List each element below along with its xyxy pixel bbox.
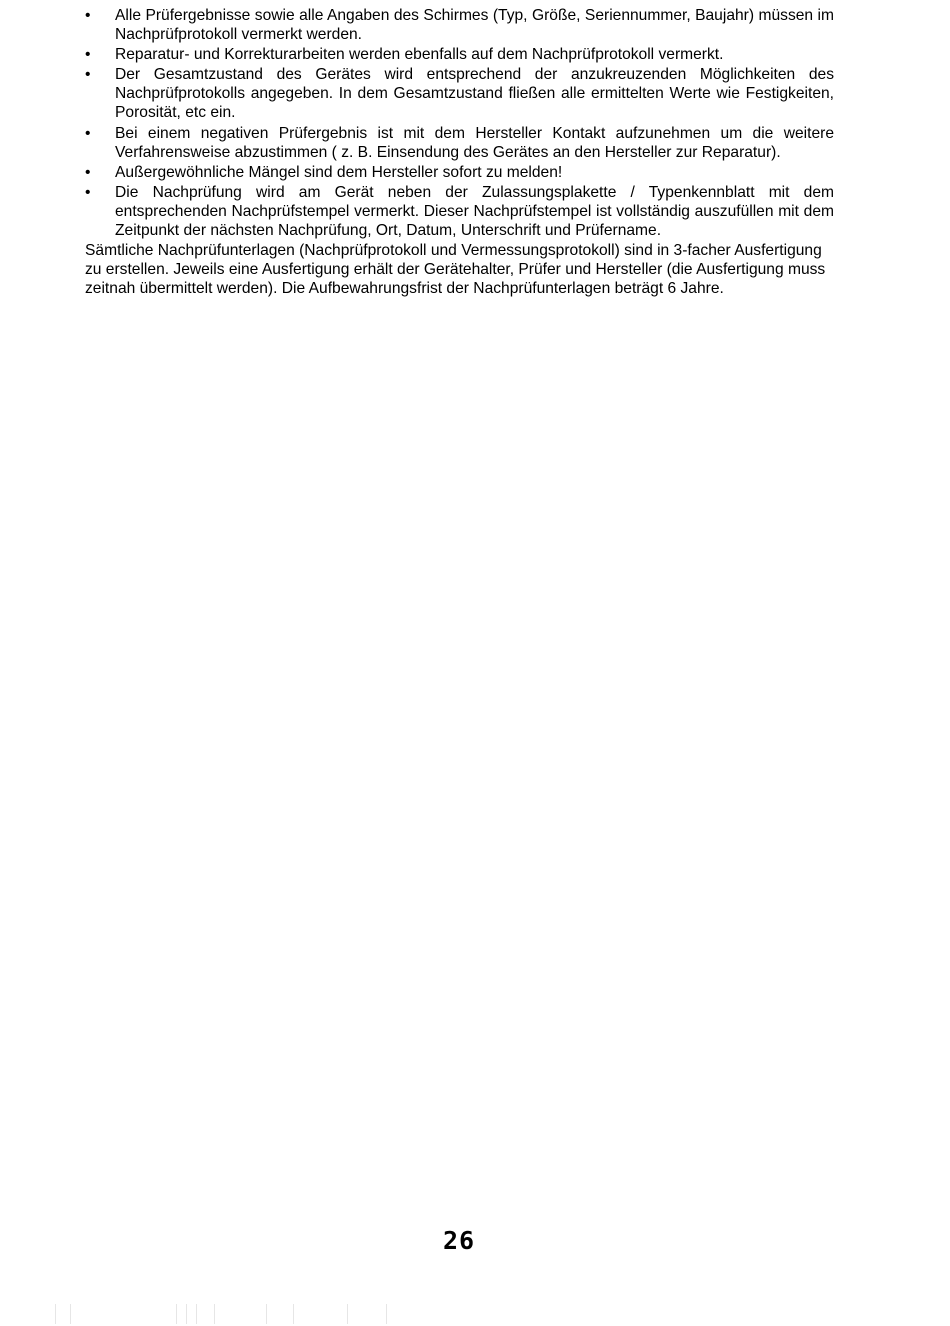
closing-paragraph: Sämtliche Nachprüfunterlagen (Nachprüfprotokoll und Vermessungsprotokoll) sind in 3-facher Ausfertigung zu erstellen. Jeweils eine Ausfertigung erhält der Gerätehalter, Prüfer und Hersteller (die Ausfertigung muss zeitnah übermittelt werden). Die Aufbewahrungsfrist der Nachprüfunterlagen beträgt 6 Jahre. (85, 242, 826, 298)
scan-mark (176, 1304, 177, 1324)
bullet-text: Der Gesamtzustand des Gerätes wird entsprechend der anzukreuzenden Möglichkeiten des Nachprüfprotokolls angegeben. In dem Gesamtzustand fließen alle ermittelten Werte wie Festigkeiten, Porosität, etc ein. (115, 66, 834, 122)
bullet-text: Die Nachprüfung wird am Gerät neben der Zulassungsplakette / Typenkennblatt mit dem entsprechenden Nachprüfstempel vermerkt. Dieser Nachprüfstempel ist vollständig auszufüllen mit dem Zeitpunkt der nächsten Nachprüfung, Ort, Datum, Unterschrift und Prüfername. (115, 183, 834, 240)
scan-mark (293, 1304, 294, 1324)
scan-mark (214, 1304, 215, 1324)
scan-mark (196, 1304, 197, 1324)
bullet-icon: • (85, 46, 91, 64)
bullet-item-0 (85, 6, 834, 44)
scan-mark (186, 1304, 187, 1324)
bullet-text: Außergewöhnliche Mängel sind dem Hersteller sofort zu melden! (115, 163, 563, 181)
bullet-icon: • (85, 124, 91, 142)
scan-edge-marks (0, 1300, 950, 1326)
bullet-item-4 (85, 163, 834, 182)
scan-mark (70, 1304, 71, 1324)
bullet-item-2 (85, 65, 834, 122)
document-body (85, 6, 834, 298)
scan-mark (55, 1304, 56, 1324)
bullet-list (85, 6, 834, 240)
bullet-item-5 (85, 183, 834, 240)
bullet-icon: • (85, 66, 91, 84)
bullet-text: Alle Prüfergebnisse sowie alle Angaben des Schirmes (Typ, Größe, Seriennummer, Baujahr) müssen im Nachprüfprotokoll vermerkt werden. (115, 7, 834, 44)
bullet-item-3 (85, 124, 834, 162)
page-number: 26 (442, 1226, 476, 1255)
scan-mark (386, 1304, 387, 1324)
bullet-item-1 (85, 45, 834, 64)
bullet-text: Bei einem negativen Prüfergebnis ist mit dem Hersteller Kontakt aufzunehmen um die weitere Verfahrensweise abzustimmen ( z. B. Einsendung des Gerätes an den Hersteller zur Reparatur). (115, 124, 834, 161)
bullet-icon: • (85, 7, 91, 24)
scan-mark (347, 1304, 348, 1324)
bullet-icon: • (85, 163, 91, 181)
scan-mark (266, 1304, 267, 1324)
bullet-text: Reparatur- und Korrekturarbeiten werden ebenfalls auf dem Nachprüfprotokoll vermerkt. (115, 46, 724, 64)
bullet-icon: • (85, 183, 91, 201)
